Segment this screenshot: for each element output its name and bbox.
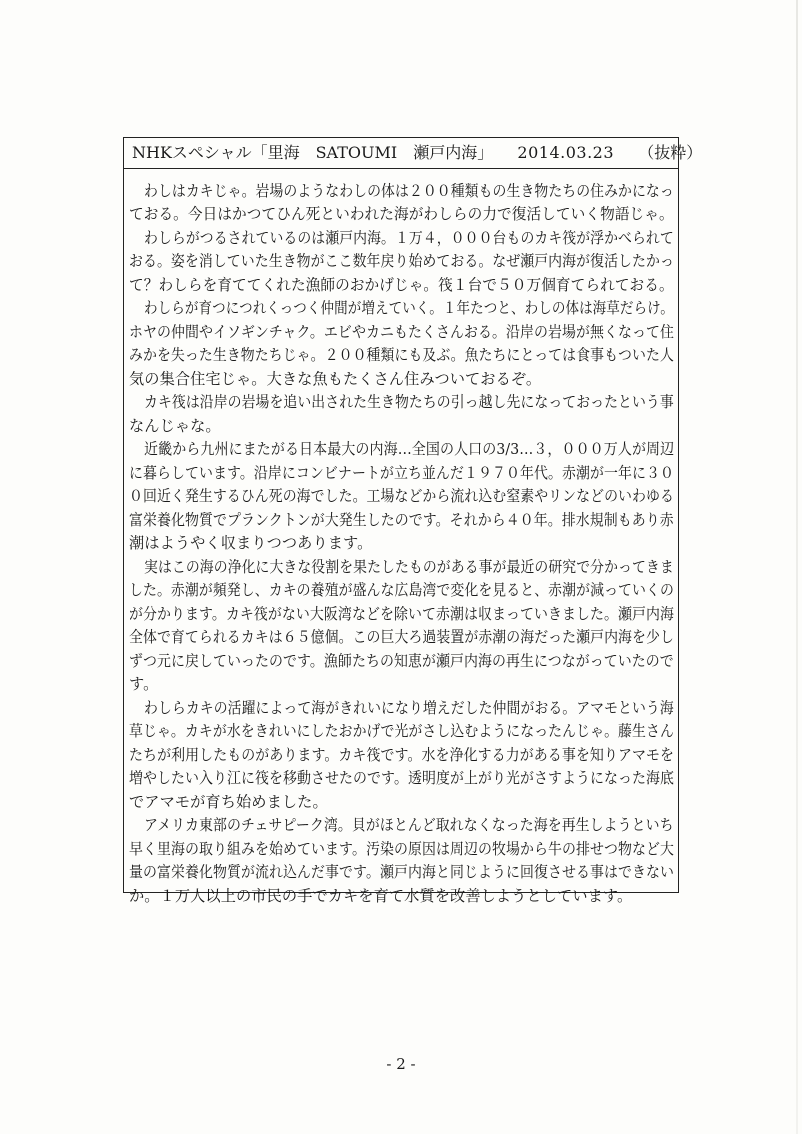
text-line: たちが利用したものがあります。カキ筏です。水を浄化する力がある事を知りアマモを bbox=[129, 746, 675, 764]
text-line: 潮はようやく収まりつつあります。 bbox=[129, 534, 373, 552]
text-line: した。赤潮が頻発し、カキの養殖が盛んな広島湾で変化を見ると、赤潮が減っていくの bbox=[129, 581, 674, 599]
text-line: カキ筏は沿岸の岩場を追い出された生き物たちの引っ越し先になっておったという事 bbox=[144, 393, 674, 411]
text-line: わしはカキじゃ。岩場のようなわしの体は２００種類もの生き物たちの住みかになっ bbox=[144, 182, 674, 200]
text-line: が分かります。カキ筏がない大阪湾などを除いて赤潮は収まっていきました。瀬戸内海 bbox=[129, 605, 675, 623]
text-line: 早く里海の取り組みを始めています。汚染の原因は周辺の牧場から牛の排せつ物など大 bbox=[129, 840, 675, 858]
text-line: ずつ元に戻していったのです。漁師たちの知恵が瀬戸内海の再生につながっていたので bbox=[129, 652, 674, 670]
text-line: わしらカキの活躍によって海がきれいになり増えだした仲間がおる。アマモという海 bbox=[144, 699, 674, 717]
text-line: に暮らしています。沿岸にコンビナートが立ち並んだ１９７０年代。赤潮が一年に３０ bbox=[129, 464, 675, 482]
text-line: 富栄養化物質でプランクトンが大発生したのです。それから４０年。排水規制もあり赤 bbox=[129, 511, 674, 529]
text-line: でアマモが育ち始めました。 bbox=[129, 793, 328, 811]
text-line: みかを失った生き物たちじゃ。２００種類にも及ぶ。魚たちにとっては食事もついた人 bbox=[129, 346, 674, 364]
text-line: か。１万人以上の市民の手でカキを育て水質を改善しようとしています。 bbox=[129, 887, 633, 905]
text-line: わしらが育つにつれくっつく仲間が増えていく。１年たつと、わしの体は海草だらけ。 bbox=[144, 299, 674, 317]
text-line: 気の集合住宅じゃ。大きな魚もたくさん住みついておるぞ。 bbox=[129, 370, 542, 388]
page-number: - 2 - bbox=[386, 1055, 416, 1073]
text-line: 量の富栄養化物質が流れ込んだ事です。瀬戸内海と同じように回復させる事はできない bbox=[129, 863, 675, 881]
text-line: ホヤの仲間やイソギンチャク。エビやカニもたくさんおる。沿岸の岩場が無くなって住 bbox=[129, 323, 675, 341]
scan-edge bbox=[796, 0, 798, 1134]
program-title: NHKスペシャル「里海 SATOUMI 瀬戸内海」 bbox=[132, 143, 494, 162]
text-line: 全体で育てられるカキは６５億個。この巨大ろ過装置が赤潮の海だった瀬戸内海を少し bbox=[129, 628, 674, 646]
text-line: 実はこの海の浄化に大きな役割を果たしたものがある事が最近の研究で分かってきま bbox=[144, 558, 674, 576]
text-line: なんじゃな。 bbox=[129, 417, 221, 435]
excerpt-box bbox=[123, 137, 703, 905]
text-line: ０回近く発生するひん死の海でした。工場などから流れ込む窒素やリンなどのいわゆる bbox=[129, 487, 674, 505]
text-line: 近畿から九州にまたがる日本最大の内海…全国の人口の3/3…３，０００万人が周辺 bbox=[144, 440, 675, 458]
excerpt-note: （抜粋） bbox=[638, 143, 703, 162]
text-line: おる。姿を消していた生き物がここ数年戻り始めておる。なぜ瀬戸内海が復活したかっ bbox=[129, 252, 674, 270]
text-line: て？わしらを育ててくれた漁師のおかげじゃ。筏１台で５０万個育てられておる。 bbox=[129, 276, 674, 294]
text-line: 増やしたい入り江に筏を移動させたのです。透明度が上がり光がさすようになった海底 bbox=[129, 769, 675, 787]
broadcast-date: 2014.03.23 bbox=[517, 143, 615, 162]
text-line: す。 bbox=[129, 675, 159, 693]
text-line: アメリカ東部のチェサピーク湾。貝がほとんど取れなくなった海を再生しようといち bbox=[144, 816, 674, 834]
text-line: ておる。今日はかつてひん死といわれた海がわしらの力で復活していく物語じゃ。 bbox=[129, 205, 674, 223]
text-line: わしらがつるされているのは瀬戸内海。１万４，０００台ものカキ筏が浮かべられて bbox=[144, 229, 674, 247]
excerpt-header bbox=[124, 138, 703, 169]
text-line: 草じゃ。カキが水をきれいにしたおかげで光がさし込むようになったんじゃ。藤生さん bbox=[129, 722, 674, 740]
